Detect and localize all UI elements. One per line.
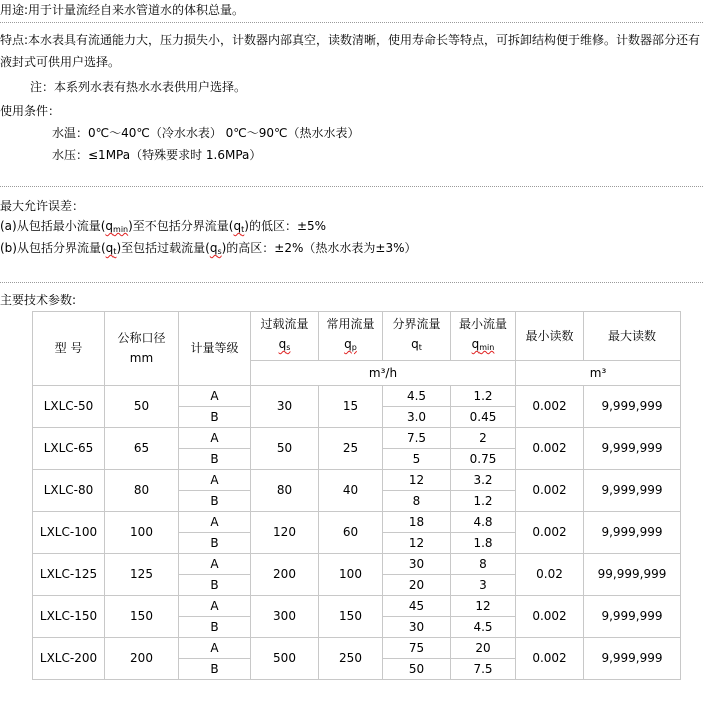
grade-cell: A	[179, 470, 251, 491]
boundary-flow-cell: 45	[383, 596, 451, 617]
error-high-zone: (b)从包括分界流量$(q_t)$至包括过载流量$(q_s)$的高区：±2%（热水水表为±3%）	[0, 241, 417, 256]
max-reading-cell: 9,999,999	[584, 596, 681, 638]
symbol-qt: $q_t$	[233, 219, 245, 234]
common-flow-cell: 40	[319, 470, 383, 512]
model-cell: LXLC-150	[33, 596, 105, 638]
grade-cell: A	[179, 554, 251, 575]
separator	[0, 22, 703, 23]
symbol-qs: $q_s$	[209, 241, 222, 256]
spec-table	[32, 311, 681, 680]
symbol-qt: $q_t$	[105, 241, 117, 256]
model-cell: LXLC-200	[33, 638, 105, 680]
water-pressure-text: 水压：≤1MPa（特殊要求时 1.6MPa）	[52, 148, 262, 162]
grade-cell: A	[179, 596, 251, 617]
overload-flow-cell: 120	[251, 512, 319, 554]
min-reading-cell: 0.002	[516, 638, 584, 680]
header-grade: 计量等级	[179, 312, 251, 386]
boundary-flow-cell: 12	[383, 470, 451, 491]
header-overload-flow: 过载流量 $q_s$	[251, 312, 319, 361]
min-reading-cell: 0.02	[516, 554, 584, 596]
grade-cell: B	[179, 449, 251, 470]
common-flow-cell: 15	[319, 386, 383, 428]
min-flow-cell: 3.2	[451, 470, 516, 491]
max-reading-cell: 9,999,999	[584, 638, 681, 680]
boundary-flow-cell: 4.5	[383, 386, 451, 407]
table-row	[33, 512, 681, 533]
boundary-flow-cell: 30	[383, 617, 451, 638]
boundary-flow-cell: 7.5	[383, 428, 451, 449]
min-flow-cell: 4.8	[451, 512, 516, 533]
boundary-flow-cell: 18	[383, 512, 451, 533]
features-text-line1: 特点:本水表具有流通能力大，压力损失小，计数器内部真空，读数清晰，使用寿命长等特点，可拆卸结构便于维修。计数器部分还有	[0, 33, 701, 47]
common-flow-cell: 25	[319, 428, 383, 470]
boundary-flow-cell: 20	[383, 575, 451, 596]
min-flow-cell: 20	[451, 638, 516, 659]
table-row	[33, 386, 681, 407]
overload-flow-cell: 500	[251, 638, 319, 680]
table-row	[33, 638, 681, 659]
grade-cell: B	[179, 491, 251, 512]
usage-conditions-title: 使用条件：	[0, 104, 61, 118]
min-flow-cell: 2	[451, 428, 516, 449]
overload-flow-cell: 300	[251, 596, 319, 638]
table-row	[33, 428, 681, 449]
unit-reading: m³	[516, 361, 681, 386]
min-flow-cell: 0.45	[451, 407, 516, 428]
model-cell: LXLC-80	[33, 470, 105, 512]
table-row	[33, 470, 681, 491]
grade-cell: B	[179, 533, 251, 554]
features-text-line2: 液封式可供用户选择。	[0, 55, 121, 69]
symbol-qmin: $q_{min}$	[105, 219, 129, 234]
grade-cell: B	[179, 575, 251, 596]
note-text: 注：本系列水表有热水水表供用户选择。	[30, 80, 247, 94]
header-model: 型 号	[33, 312, 105, 386]
boundary-flow-cell: 8	[383, 491, 451, 512]
boundary-flow-cell: 30	[383, 554, 451, 575]
grade-cell: A	[179, 428, 251, 449]
water-temperature-text: 水温：0℃～40℃（冷水水表） 0℃～90℃（热水水表）	[52, 126, 360, 140]
max-reading-cell: 9,999,999	[584, 470, 681, 512]
model-cell: LXLC-100	[33, 512, 105, 554]
min-flow-cell: 3	[451, 575, 516, 596]
tech-params-title: 主要技术参数:	[0, 293, 77, 307]
overload-flow-cell: 50	[251, 428, 319, 470]
model-cell: LXLC-65	[33, 428, 105, 470]
common-flow-cell: 250	[319, 638, 383, 680]
min-flow-cell: 0.75	[451, 449, 516, 470]
diameter-cell: 200	[105, 638, 179, 680]
max-error-title: 最大允许误差：	[0, 199, 85, 213]
min-flow-cell: 12	[451, 596, 516, 617]
model-cell: LXLC-125	[33, 554, 105, 596]
diameter-cell: 50	[105, 386, 179, 428]
diameter-cell: 150	[105, 596, 179, 638]
min-flow-cell: 8	[451, 554, 516, 575]
min-flow-cell: 1.2	[451, 491, 516, 512]
header-min-flow: 最小流量 $q_{min}$	[451, 312, 516, 361]
table-row	[33, 554, 681, 575]
header-common-flow: 常用流量 $q_p$	[319, 312, 383, 361]
unit-flow: m³/h	[251, 361, 516, 386]
diameter-cell: 65	[105, 428, 179, 470]
boundary-flow-cell: 75	[383, 638, 451, 659]
common-flow-cell: 150	[319, 596, 383, 638]
min-flow-cell: 7.5	[451, 659, 516, 680]
separator	[0, 282, 703, 283]
boundary-flow-cell: 5	[383, 449, 451, 470]
error-low-zone: (a)从包括最小流量$(q_{min})$至不包括分界流量$(q_t)$的低区：±5%	[0, 219, 327, 234]
diameter-cell: 100	[105, 512, 179, 554]
overload-flow-cell: 200	[251, 554, 319, 596]
max-reading-cell: 9,999,999	[584, 386, 681, 428]
boundary-flow-cell: 50	[383, 659, 451, 680]
min-reading-cell: 0.002	[516, 596, 584, 638]
common-flow-cell: 60	[319, 512, 383, 554]
purpose-text: 用途:用于计量流经自来水管道水的体积总量。	[0, 3, 245, 17]
overload-flow-cell: 30	[251, 386, 319, 428]
table-header-row	[33, 312, 681, 361]
header-max-reading: 最大读数	[584, 312, 681, 361]
common-flow-cell: 100	[319, 554, 383, 596]
separator	[0, 186, 703, 187]
min-reading-cell: 0.002	[516, 470, 584, 512]
min-reading-cell: 0.002	[516, 386, 584, 428]
header-min-reading: 最小读数	[516, 312, 584, 361]
grade-cell: B	[179, 407, 251, 428]
max-reading-cell: 9,999,999	[584, 512, 681, 554]
max-reading-cell: 9,999,999	[584, 428, 681, 470]
diameter-cell: 125	[105, 554, 179, 596]
boundary-flow-cell: 3.0	[383, 407, 451, 428]
min-flow-cell: 1.8	[451, 533, 516, 554]
min-flow-cell: 1.2	[451, 386, 516, 407]
header-boundary-flow: 分界流量 $q_t$	[383, 312, 451, 361]
model-cell: LXLC-50	[33, 386, 105, 428]
grade-cell: A	[179, 512, 251, 533]
min-reading-cell: 0.002	[516, 512, 584, 554]
grade-cell: B	[179, 617, 251, 638]
diameter-cell: 80	[105, 470, 179, 512]
grade-cell: B	[179, 659, 251, 680]
min-reading-cell: 0.002	[516, 428, 584, 470]
max-reading-cell: 99,999,999	[584, 554, 681, 596]
grade-cell: A	[179, 638, 251, 659]
grade-cell: A	[179, 386, 251, 407]
min-flow-cell: 4.5	[451, 617, 516, 638]
overload-flow-cell: 80	[251, 470, 319, 512]
boundary-flow-cell: 12	[383, 533, 451, 554]
header-diameter: 公称口径 mm	[105, 312, 179, 386]
table-row	[33, 596, 681, 617]
